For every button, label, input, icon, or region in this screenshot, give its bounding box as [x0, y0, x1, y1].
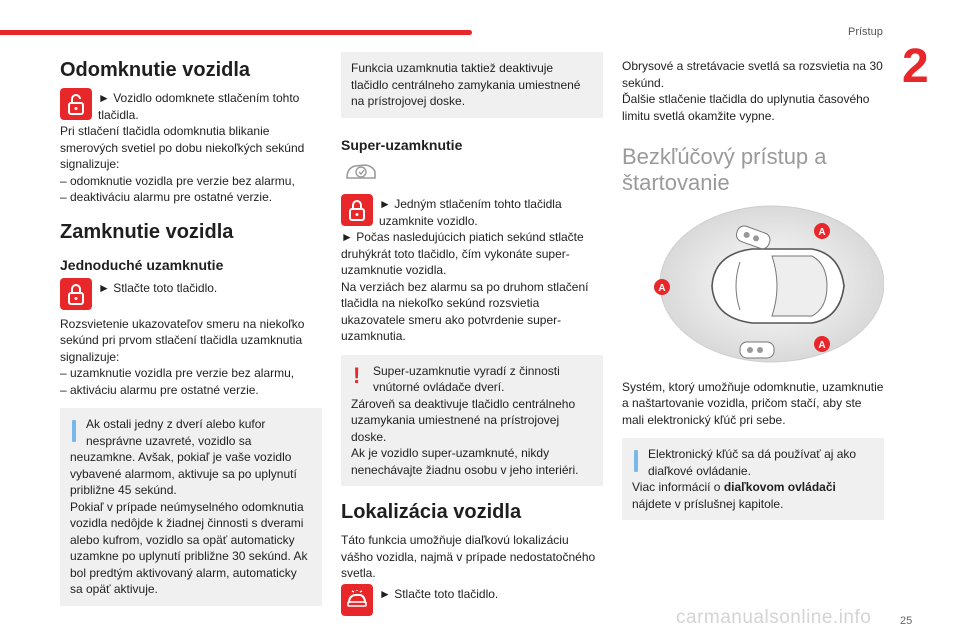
- unlock-body-2: – odomknutie vozidla pre verzie bez alarmu,: [60, 173, 295, 188]
- watermark: carmanualsonline.info: [676, 607, 872, 628]
- section-name: Prístup: [848, 26, 883, 38]
- lock-info-rest-1: neuzamkne. Avšak, pokiaľ je vaše vozidlo vybavené alarmom, aktivuje sa po uplynutí približne 45 sekúnd.: [70, 450, 297, 497]
- svg-text:A: A: [658, 283, 666, 294]
- locate-key-icon: [341, 584, 373, 616]
- superlock-key-icon: [341, 194, 373, 226]
- unlock-step-text: ► Vozidlo odomknete stlačením tohto tlačidla.: [98, 91, 300, 122]
- central-lock-box: [341, 52, 603, 118]
- column-3: [622, 52, 884, 520]
- locate-heading: Lokalizácia vozidla: [341, 501, 522, 523]
- keyless-info-box: [622, 438, 884, 520]
- simple-lock-step: [60, 278, 322, 310]
- chapter-number: 2: [902, 40, 929, 93]
- info-icon: [72, 420, 76, 442]
- keyless-info-more: Viac informácií o diaľkovom ovládači: [632, 480, 836, 494]
- zone-marker-left: [654, 279, 670, 295]
- unlock-key-icon: [60, 88, 92, 120]
- keyless-info-post: nájdete v príslušnej kapitole.: [632, 496, 784, 511]
- locate-body: Táto funkcia umožňuje diaľkovú lokalizáciu vášho vozidla, najmä v prípade nedostatočného svetla.: [341, 533, 596, 580]
- column-1: [60, 52, 322, 606]
- superlock-heading: Super-uzamknutie: [341, 136, 463, 153]
- svg-text:A: A: [818, 227, 826, 238]
- lock-info-box: [60, 408, 322, 606]
- superlock-step: [341, 194, 603, 229]
- column-2: [341, 52, 603, 616]
- superlock-car-icon: [341, 158, 381, 184]
- superlock-warning-box: [341, 355, 603, 487]
- unlock-step: [60, 88, 322, 123]
- warning-icon: !: [353, 362, 361, 388]
- superlock-body-1: ► Počas nasledujúcich piatich sekúnd stlačte druhýkrát toto tlačidlo, čím vykonáte super-uzamknutie vozidla.: [341, 230, 584, 277]
- superlock-step-text: ► Jedným stlačením tohto tlačidla uzamknite vozidlo.: [379, 197, 562, 228]
- lights-text-2: Ďalšie stlačenie tlačidla do uplynutia časového limitu svetlá okamžite vypne.: [622, 92, 870, 123]
- remote-control-link: diaľkovom ovládači: [723, 480, 836, 494]
- keyless-body: Systém, ktorý umožňuje odomknutie, uzamknutie a naštartovanie vozidla, pričom stačí, aby ste mali elektronický kľúč pri sebe.: [622, 379, 884, 427]
- lock-info-first: Ak ostali jedny z dverí alebo kufor nesprávne uzavreté, vozidlo sa: [86, 417, 266, 448]
- simple-lock-heading: Jednoduché uzamknutie: [60, 256, 224, 273]
- lock-info-rest-2: Pokiaľ v prípade neúmyselného odomknutia vozidla nedôjde k žiadnej činnosti s dverami alebo kufrom, vozidlo sa opäť automaticky uzamkne po uplynutí približne 30 sekúnd. Ak bol predtým aktivovaný alarm, automaticky sa opäť aktivuje.: [70, 499, 308, 596]
- keyless-car-diagram: [622, 204, 884, 364]
- top-accent-bar: [0, 30, 472, 35]
- simple-lock-body-2: – uzamknutie vozidla pre verzie bez alarmu,: [60, 366, 295, 380]
- superlock-body-2: Na verziách bez alarmu sa po druhom stlačení tlačidla na niekoľko sekúnd rozsvietia ukazovatele smeru ako potvrdenie super-uzamknutia.: [341, 279, 589, 343]
- zone-marker-right-top: [814, 223, 830, 239]
- key-fob-bottom: [740, 342, 774, 358]
- warning-rest-1: Zároveň sa deaktivuje tlačidlo centrálneho uzamykania umiestnené na prístrojovej doske.: [351, 396, 576, 444]
- simple-lock-body-1: Rozsvietenie ukazovateľov smeru na niekoľko sekúnd pri prvom stlačení tlačidla uzamknutia signalizuje:: [60, 316, 305, 364]
- simple-lock-step-text: ► Stlačte toto tlačidlo.: [98, 280, 218, 295]
- lights-text-1: Obrysové a stretávacie svetlá sa rozsvietia na 30 sekúnd.: [622, 59, 883, 90]
- locate-step-text: ► Stlačte toto tlačidlo.: [379, 586, 499, 601]
- central-lock-text: Funkcia uzamknutia taktiež deaktivuje tlačidlo centrálneho zamykania umiestnené na prístrojovej doske.: [351, 61, 581, 108]
- keyless-info-first: Elektronický kľúč sa dá používať aj ako diaľkové ovládanie.: [648, 447, 857, 478]
- unlock-body-1: Pri stlačení tlačidla odomknutia blikanie smerových svetiel po dobu niekoľkých sekúnd signalizuje:: [60, 124, 305, 171]
- unlock-body-3: – deaktiváciu alarmu pre ostatné verzie.: [60, 190, 273, 204]
- unlock-heading: Odomknutie vozidla: [60, 59, 251, 81]
- warning-rest-2: Ak je vozidlo super-uzamknuté, nikdy nenechávajte žiadnu osobu v jeho interiéri.: [351, 446, 579, 477]
- warning-first: Super-uzamknutie vyradí z činnosti vnútorné ovládače dverí.: [373, 363, 560, 394]
- simple-lock-body-3: – aktiváciu alarmu pre ostatné verzie.: [60, 382, 259, 397]
- info-icon: [634, 450, 638, 472]
- zone-marker-right-bottom: [814, 336, 830, 352]
- car-top-view: [712, 249, 844, 323]
- lock-key-icon: [60, 278, 92, 310]
- keyless-heading: Bezkľúčový prístup a štartovanie: [622, 144, 827, 195]
- lock-heading: Zamknutie vozidla: [60, 220, 234, 243]
- page-number: 25: [900, 615, 913, 627]
- svg-text:A: A: [818, 340, 826, 351]
- locate-step: [341, 584, 603, 616]
